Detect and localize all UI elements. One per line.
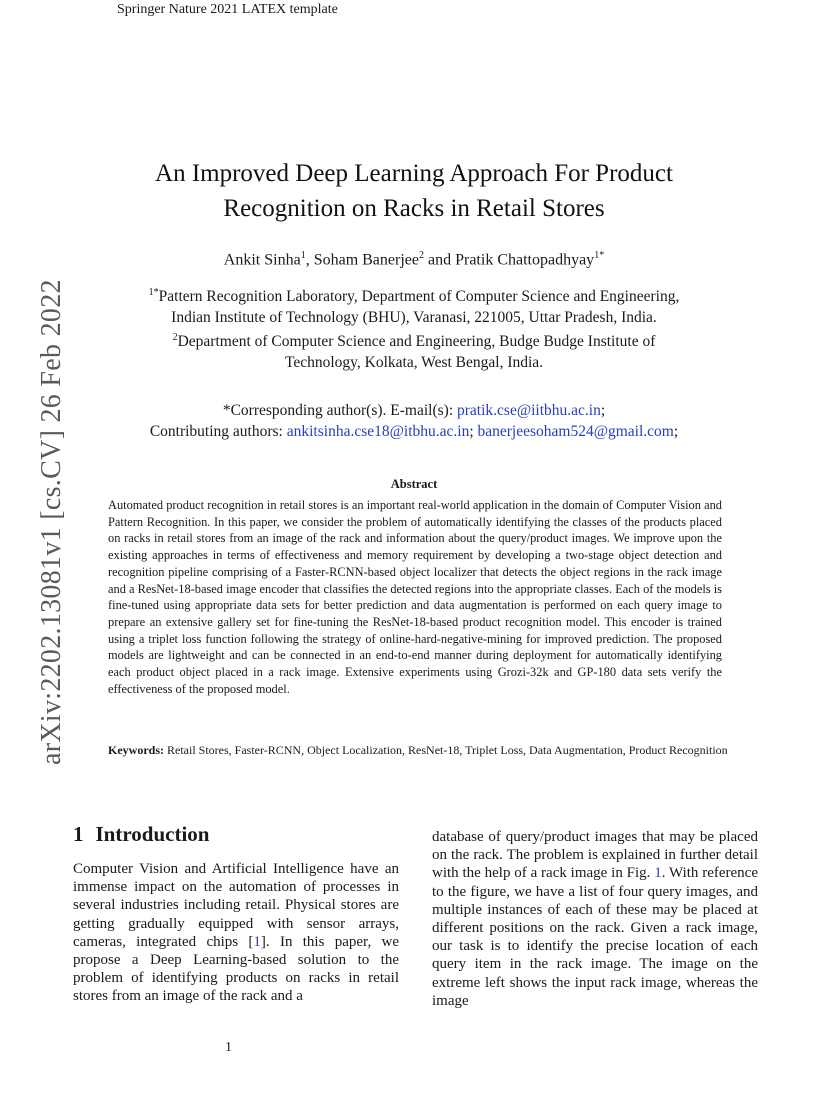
paper-title xyxy=(80,156,748,226)
contributing-authors-line: Contributing authors: ankitsinha.cse18@itbhu.ac.in; banerjeesoham524@gmail.com; xyxy=(149,423,679,440)
author-1-affil: 1 xyxy=(300,250,306,261)
author-3-affil: 1* xyxy=(594,250,605,261)
keywords-text: Retail Stores, Faster-RCNN, Object Localization, ResNet-18, Triplet Loss, Data Augmentation, Product Recognition xyxy=(164,743,728,757)
affiliation-1-line-2: Indian Institute of Technology (BHU), Varanasi, 221005, Uttar Pradesh, India. xyxy=(171,308,657,326)
page-number: 1 xyxy=(225,1040,232,1055)
corresponding-author-line: *Corresponding author(s). E-mail(s): pratik.cse@iitbhu.ac.in; xyxy=(222,402,606,419)
arxiv-stamp: arXiv:2202.13081v1 [cs.CV] 26 Feb 2022 xyxy=(36,279,67,765)
keywords-label: Keywords: xyxy=(108,743,164,757)
section-title: Introduction xyxy=(95,822,210,846)
section-heading xyxy=(73,822,209,847)
author-2: Soham Banerjee xyxy=(313,251,419,269)
affiliation-2-line-2: Technology, Kolkata, West Bengal, India. xyxy=(284,353,544,371)
keywords xyxy=(108,743,748,758)
correspondence-block xyxy=(80,400,748,442)
section-number: 1 xyxy=(73,822,84,846)
author-1: Ankit Sinha xyxy=(223,251,301,269)
abstract-text: Automated product recognition in retail stores is an important real-world application in the domain of Computer Vision and Pattern Recognition. In this paper, we consider the problem of automatically identifying the classes of the products placed on racks in retail stores from an image of the rack and information about the query/product images. We improve upon the existing approaches in terms of effectiveness and memory requirement by developing a two-stage object detection and recognition pipeline comprising of a Faster-RCNN-based object localizer that detects the object regions in the rack image and a ResNet-18-based image encoder that classifies the detected regions into the appropriate classes. Each of the models is fine-tuned using appropriate data sets for better prediction and data augmentation is performed on each query image to prepare an extensive gallery set for fine-tuning the ResNet-18-based product recognition model. This encoder is trained using a triplet loss function following the strategy of online-hard-negative-mining for improved prediction. The proposed models are lightweight and can be connected in an end-to-end manner during deployment for automatically identifying each product object placed in a rack image. Extensive experiments using Grozi-32k and GP-180 data sets verify the effectiveness of the proposed model. xyxy=(108,498,722,696)
running-header: Springer Nature 2021 LATEX template xyxy=(117,2,338,17)
affiliation-1-line-1: $^{1*}$Pattern Recognition Laboratory, Department of Computer Science and Engineering, xyxy=(148,287,680,306)
contributing-email-link-2[interactable]: banerjeesoham524@gmail.com xyxy=(477,423,674,440)
affiliations xyxy=(90,283,738,373)
author-3: Pratik Chattopadhyay xyxy=(455,251,595,269)
figure-ref-link[interactable]: 1 xyxy=(654,865,662,882)
affiliation-2-line-1: $^2$Department of Computer Science and Engineering, Budge Budge Institute of xyxy=(172,332,656,351)
citation-link[interactable]: 1 xyxy=(253,933,261,950)
intro-column-left: Computer Vision and Artificial Intelligence have an immense impact on the automation of processes in several industries including retail. Physical stores are getting gradually equipped with sensor arrays, cameras, integrated chips [1]. In this paper, we propose a Deep Learning-based solution to the problem of identifying products on racks in retail stores from an image of the rack and a xyxy=(73,861,399,1005)
author-separator: and xyxy=(423,251,456,269)
abstract-heading: Abstract xyxy=(390,477,438,491)
corresponding-email-link[interactable]: pratik.cse@iitbhu.ac.in xyxy=(457,402,601,419)
author-separator: , xyxy=(305,251,314,269)
affiliation-2-marker: 2 xyxy=(172,332,178,344)
intro-column-right: database of query/product images that may be placed on the rack. The problem is explained in further detail with the help of a rack image in Fig. 1. With reference to the figure, we have a list of four query images, and multiple instances of each of these may be placed at different positions on the rack. Given a rack image, our task is to identify the precise location of each query item in the rack image. The image on the extreme left shows the input rack image, whereas the image xyxy=(432,829,758,1009)
title-line-2: Recognition on Racks in Retail Stores xyxy=(223,195,605,222)
author-2-affil: 2 xyxy=(418,250,424,261)
contributing-email-link-1[interactable]: ankitsinha.cse18@itbhu.ac.in xyxy=(286,423,470,440)
affiliation-1-marker: 1* xyxy=(148,287,159,298)
author-list xyxy=(80,250,748,269)
title-line-1: An Improved Deep Learning Approach For Product xyxy=(155,160,673,187)
